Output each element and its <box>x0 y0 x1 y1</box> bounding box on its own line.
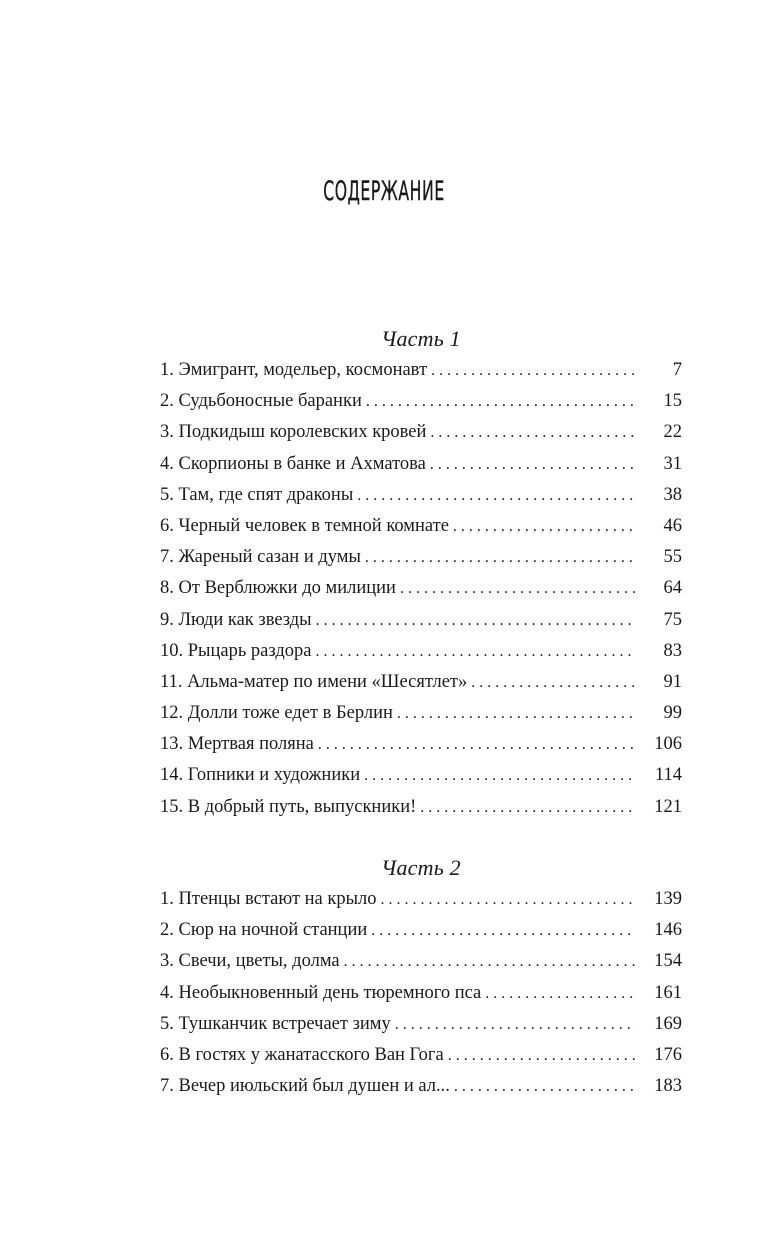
dot-leader <box>400 573 636 604</box>
toc-entry-title: 7. Жареный сазан и думы <box>160 547 361 568</box>
toc-entry-page: 91 <box>663 671 682 692</box>
dot-leader <box>485 978 636 1009</box>
toc-entry <box>160 1009 682 1040</box>
toc-entry-page: 46 <box>663 515 682 536</box>
toc-entry-page: 83 <box>663 640 682 661</box>
toc-entry <box>160 605 682 636</box>
toc-entry-title: 2. Сюр на ночной станции <box>160 920 368 941</box>
toc-entry-page: 38 <box>663 484 682 505</box>
dot-leader <box>453 511 636 542</box>
toc-entry-page: 114 <box>654 765 682 786</box>
toc-entry-title: 5. Там, где спят драконы <box>160 484 354 505</box>
toc-entry-page: 146 <box>654 920 682 941</box>
dot-leader <box>471 667 636 698</box>
toc-entry-page: 99 <box>663 703 682 724</box>
toc-entry-page: 64 <box>663 578 682 599</box>
toc-entry-title: 14. Гопники и художники <box>160 765 361 786</box>
dot-leader <box>420 792 636 823</box>
dot-leader <box>454 1071 636 1102</box>
toc-entry <box>160 667 682 698</box>
toc-entry <box>160 449 682 480</box>
toc-entry <box>160 729 682 760</box>
dot-leader <box>397 698 636 729</box>
dot-leader <box>430 417 636 448</box>
toc-entry-title: 6. Черный человек в темной комнате <box>160 515 449 536</box>
toc-entry-title: 8. От Верблюжки до милиции <box>160 578 396 599</box>
toc-entry <box>160 355 682 386</box>
dot-leader <box>371 915 636 946</box>
dot-leader <box>364 760 636 791</box>
toc-part-2 <box>160 853 682 1102</box>
toc-entry-page: 75 <box>663 609 682 630</box>
toc-entry-page: 139 <box>654 889 682 909</box>
toc-entry-page: 15 <box>663 391 682 412</box>
toc-entry-page: 183 <box>654 1076 682 1097</box>
toc-entry <box>160 698 682 729</box>
toc-entry-title: 2. Судьбоносные баранки <box>160 391 362 412</box>
toc-entry-title: 6. В гостях у жанатасского Ван Гога <box>160 1044 444 1065</box>
toc-entry-title: 7. Вечер июльский был душен и ал... <box>160 1076 450 1097</box>
toc-entry-page: 31 <box>663 453 682 474</box>
toc-entry-title: 13. Мертвая поляна <box>160 734 314 755</box>
toc-entry-title: 3. Подкидыш королевских кровей <box>160 422 427 443</box>
dot-leader <box>357 480 636 511</box>
toc-entry-page: 7 <box>672 360 682 380</box>
toc-entry-title: 9. Люди как звезды <box>160 609 312 630</box>
toc-entry-title: 12. Долли тоже едет в Берлин <box>160 703 393 724</box>
toc-entry <box>160 636 682 667</box>
page-title: СОДЕРЖАНИЕ <box>323 176 445 207</box>
toc-entry <box>160 978 682 1009</box>
toc-entry-page: 169 <box>654 1013 682 1034</box>
toc-entry-title: 1. Эмигрант, модельер, космонавт <box>160 360 428 380</box>
dot-leader <box>344 946 636 977</box>
dot-leader <box>315 636 636 667</box>
toc-entry-title: 4. Необыкновенный день тюремного пса <box>160 982 482 1003</box>
dot-leader <box>430 449 636 480</box>
part-heading: Часть 1 <box>381 326 461 351</box>
dot-leader <box>318 729 636 760</box>
toc-entry <box>160 884 682 915</box>
toc-entry <box>160 1071 682 1102</box>
toc-entry <box>160 1040 682 1071</box>
part-heading: Часть 2 <box>381 855 461 880</box>
toc-list <box>160 355 682 823</box>
toc-entry-page: 176 <box>654 1044 682 1065</box>
toc-entry-page: 154 <box>654 951 682 972</box>
toc-entry-title: 3. Свечи, цветы, долма <box>160 951 340 972</box>
toc-entry <box>160 417 682 448</box>
toc-entry-page: 106 <box>654 734 682 755</box>
toc-entry <box>160 946 682 977</box>
toc-entry <box>160 386 682 417</box>
toc-entry-page: 22 <box>663 422 682 443</box>
toc-entry <box>160 511 682 542</box>
dot-leader <box>316 605 636 636</box>
toc-entry <box>160 915 682 946</box>
toc-entry <box>160 573 682 604</box>
toc-entry <box>160 480 682 511</box>
toc-entry-page: 161 <box>654 982 682 1003</box>
toc-entry-title: 5. Тушканчик встречает зиму <box>160 1013 391 1034</box>
dot-leader <box>431 355 636 386</box>
toc-entry-title: 4. Скорпионы в банке и Ахматова <box>160 453 426 474</box>
toc-entry <box>160 760 682 791</box>
toc-entry-title: 11. Альма-матер по имени «Шесятлет» <box>160 671 468 692</box>
toc-entry-title: 1. Птенцы встают на крыло <box>160 889 377 909</box>
dot-leader <box>381 884 636 915</box>
toc-part-1 <box>160 324 682 823</box>
toc-entry-title: 10. Рыцарь раздора <box>160 640 312 661</box>
toc-entry-title: 15. В добрый путь, выпускники! <box>160 796 417 817</box>
toc-entry <box>160 542 682 573</box>
dot-leader <box>448 1040 636 1071</box>
dot-leader <box>395 1009 636 1040</box>
dot-leader <box>365 542 636 573</box>
dot-leader <box>366 386 636 417</box>
toc-entry <box>160 792 682 823</box>
toc-entry-page: 55 <box>663 547 682 568</box>
toc-entry-page: 121 <box>654 796 682 817</box>
toc-list <box>160 884 682 1102</box>
